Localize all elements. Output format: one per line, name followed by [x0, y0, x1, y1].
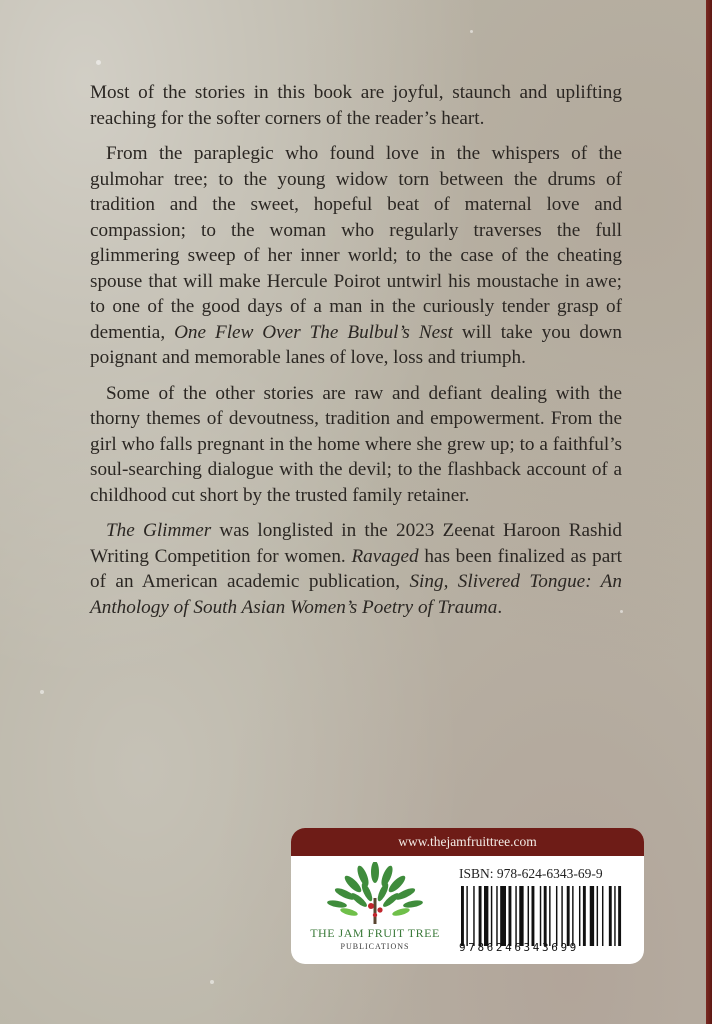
publisher-subtitle: PUBLICATIONS: [340, 942, 410, 951]
book-title-italic: One Flew Over The Bulbul’s Nest: [174, 321, 453, 343]
barcode-icon: [461, 886, 625, 946]
publisher-logo: [299, 862, 451, 958]
anthology-title: Sing, Slivered Tongue: An Anthology of South Asian Women’s Poetry of Trauma: [90, 571, 622, 618]
blurb-paragraph-4-text: was longlisted in the 2023 Zeenat Haroon Rashid Writing Competition for women.: [90, 520, 622, 567]
blurb-paragraph-4-text-end: .: [497, 596, 503, 618]
paper-speck: [96, 60, 101, 65]
blurb-paragraph-1: [90, 80, 622, 131]
blurb-paragraph-4-text-mid: has been finalized as part of an American academic publication,: [90, 545, 622, 592]
blurb-paragraph-2: [90, 141, 622, 371]
blurb-paragraph-3-text: Some of the other stories are raw and defiant dealing with the thorny themes of devoutness, tradition and empowerment. From the girl who falls pregnant in the home where she grew up; to a faithful’s soul-searching dialogue with the devil; to the flashback account of a childhood cut short by the trusted family retainer.: [90, 382, 622, 506]
paper-speck: [210, 980, 214, 984]
jam-fruit-tree-logo-icon: [323, 862, 427, 928]
paper-speck: [40, 690, 44, 694]
back-cover-blurb: [90, 80, 622, 630]
publisher-isbn-panel: [291, 828, 644, 964]
blurb-paragraph-2-text-end: will take you down poignant and memorable lanes of love, loss and triumph.: [90, 321, 622, 368]
barcode-digits: 9786246343699: [459, 941, 579, 954]
blurb-paragraph-3: [90, 381, 622, 509]
story-title-ravaged: Ravaged: [351, 545, 419, 567]
blurb-paragraph-2-text: From the paraplegic who found love in the whispers of the gulmohar tree; to the young widow torn between the drums of tradition and the sweet, hopeful beat of maternal love and compassion; to the woman who regularly traverses the full glimmering sweep of her inner world; to the case of the cheating spouse that will make Hercule Poirot untwirl his moustache in awe; to one of the good days of a man in the curiously tender grasp of dementia,: [90, 143, 622, 343]
publisher-name: THE JAM FRUIT TREE: [310, 926, 440, 940]
paper-speck: [470, 30, 473, 33]
blurb-paragraph-4: [90, 518, 622, 620]
blurb-paragraph-1-text: Most of the stories in this book are joyful, staunch and uplifting reaching for the softer corners of the reader’s heart.: [90, 82, 622, 129]
story-title-glimmer: The Glimmer: [106, 520, 212, 541]
isbn-label: ISBN: 978-624-6343-69-9: [459, 866, 603, 881]
spine-edge: [706, 0, 712, 1024]
publisher-website: www.thejamfruittree.com: [291, 828, 644, 856]
